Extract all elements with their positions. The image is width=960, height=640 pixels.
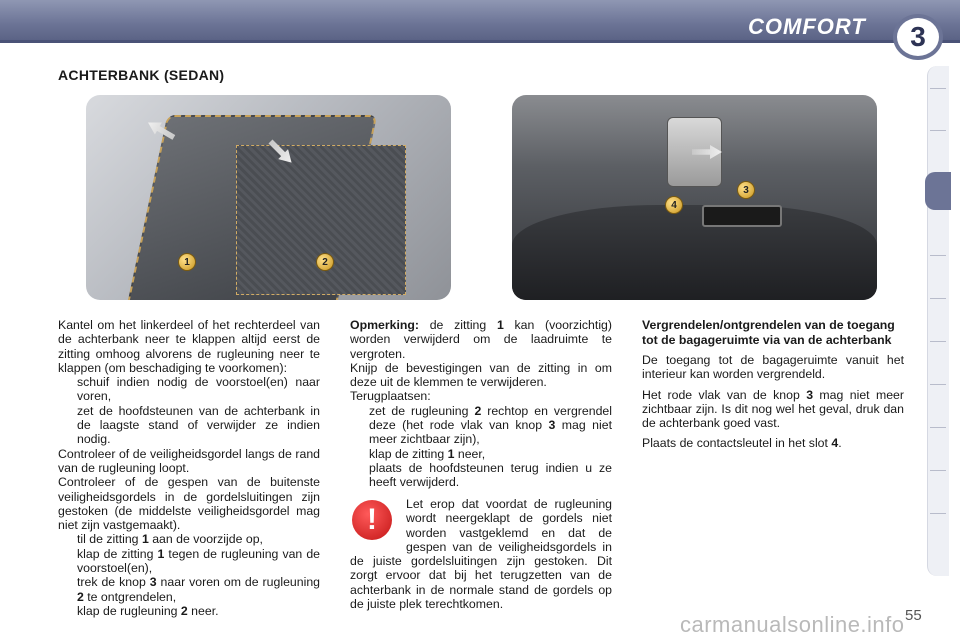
- rear-seat-illustration: [512, 205, 877, 300]
- header-line: [0, 40, 960, 43]
- chapter-index-mark: [930, 130, 946, 131]
- text-column-1: [58, 318, 320, 618]
- list-item-text: zet de rugleuning: [369, 403, 475, 418]
- list-item-text: klap de zitting: [77, 546, 158, 561]
- marker-1: 1: [178, 253, 196, 271]
- list-item: [350, 404, 612, 447]
- item-number: 3: [806, 387, 814, 402]
- chapter-index-mark: [930, 470, 946, 471]
- list-item: [350, 461, 612, 490]
- paragraph-text: Plaats de contactsleutel in het slot: [642, 436, 832, 451]
- list-item: [58, 575, 320, 604]
- paragraph-text: mag niet meer zichtbaar zijn. Is dit nog wel het geval, druk dan de achterbank goed vast.: [642, 387, 904, 431]
- list-item-text: til de zitting: [77, 532, 142, 547]
- list-item-text: neer,: [454, 446, 486, 461]
- item-number: 1: [447, 446, 455, 461]
- chapter-number: 3: [910, 21, 926, 52]
- chapter-index-mark: [930, 384, 946, 385]
- paragraph: De toegang tot de bagageruimte vanuit het interieur kan worden vergrendeld.: [642, 353, 904, 382]
- list-item-text: plaats de hoofdsteunen terug indien u ze heeft verwijderd.: [369, 460, 612, 490]
- paragraph-text: Het rode vlak van de knop: [642, 387, 807, 402]
- item-number: 2: [474, 403, 482, 418]
- list-item: [58, 404, 320, 447]
- watermark: carmanualsonline.info: [680, 612, 905, 637]
- list-item: [58, 375, 320, 404]
- list-item-text: rechtop en vergrendel deze (het rode vlak van knop: [369, 403, 612, 433]
- item-number: 3: [548, 418, 556, 433]
- column-heading: Vergrendelen/ontgrendelen van de toegang tot de bagageruimte via van de achterbank: [642, 318, 895, 347]
- list-item-text: mag niet meer zichtbaar zijn),: [369, 418, 612, 447]
- note-paragraph: [350, 318, 612, 361]
- trunk-lock-photo: [512, 95, 877, 300]
- list-item-text: tegen de rugleuning van de voorstoel(en),: [77, 546, 321, 576]
- section-title: ACHTERBANK (SEDAN): [58, 67, 225, 83]
- chapter-index-strip: [927, 66, 949, 576]
- paragraph: Kantel om het linkerdeel of het rechterdeel van de achterbank neer te klappen altijd eerst de zitting omhoog alvorens de rugleuning neer te klappen (om beschadiging te voorkomen):: [58, 318, 320, 375]
- chapter-index-mark: [930, 513, 946, 514]
- chapter-index-mark: [930, 255, 946, 256]
- item-number: 2: [180, 603, 188, 618]
- chapter-badge: [893, 14, 943, 60]
- paragraph: Controleer of de veiligheidsgordel langs de rand van de rugleuning loopt.: [58, 446, 320, 475]
- chapter-index-mark: [930, 88, 946, 89]
- text-column-2: [350, 318, 612, 490]
- marker-3: 3: [737, 181, 755, 199]
- item-number: 1: [496, 318, 504, 332]
- text-column-3: [642, 318, 904, 451]
- note-text: kan (voorzichtig) worden verwijderd om de laadruimte te vergroten.: [350, 318, 612, 361]
- note-label: Opmerking:: [350, 318, 420, 332]
- list-item-text: trek de knop: [77, 575, 150, 590]
- marker-4: 4: [665, 196, 683, 214]
- rear-seat-fold-photo: [86, 95, 451, 300]
- item-number: 1: [157, 546, 165, 561]
- paragraph: Terugplaatsen:: [350, 389, 431, 404]
- paragraph-text: .: [838, 436, 842, 451]
- chapter-title: COMFORT: [748, 14, 866, 39]
- paragraph: Knijp de bevestigingen van de zitting in om deze uit de klemmen te verwijderen.: [350, 360, 612, 390]
- note-text: de zitting: [419, 318, 497, 332]
- list-item: [58, 547, 320, 576]
- page-header: [0, 0, 960, 52]
- paragraph: [642, 436, 904, 450]
- list-item-text: klap de zitting: [369, 446, 448, 461]
- list-item: [350, 447, 612, 461]
- list-item-text: te ontgrendelen,: [83, 589, 177, 604]
- lock-slot-illustration: [702, 205, 782, 227]
- item-number: 1: [141, 532, 149, 547]
- list-item-text: schuif indien nodig de voorstoel(en) naar voren,: [77, 375, 320, 404]
- warning-icon: !: [352, 500, 392, 540]
- list-item-text: aan de voorzijde op,: [148, 532, 263, 547]
- list-item-text: zet de hoofdsteunen van de achterbank in de laagste stand of verwijder ze indien nodig.: [77, 403, 320, 447]
- warning-text: Let erop dat voordat de rugleuning wordt neergeklapt de gordels niet worden vastgeklemd en dat de gespen van de veiligheidsgordels in de juiste gordelsluitingen zijn gestoken. Dit zorgt ervoor dat bij het terugzetten van de achterbank in de normale stand de gordels op de juiste plek terechtkomen.: [350, 497, 612, 612]
- list-item-text: neer.: [187, 603, 219, 618]
- chapter-index-mark: [930, 298, 946, 299]
- item-number: 2: [77, 589, 84, 604]
- seat-cushion-illustration: [236, 145, 406, 295]
- chapter-index-mark: [930, 427, 946, 428]
- list-item: [58, 532, 320, 546]
- list-item: [58, 604, 320, 618]
- item-number: 4: [831, 436, 839, 451]
- chapter-index-mark: [930, 341, 946, 342]
- chapter-index-active-tab[interactable]: [925, 172, 951, 210]
- item-number: 3: [149, 575, 157, 590]
- paragraph: [642, 388, 904, 431]
- marker-2: 2: [316, 253, 334, 271]
- list-item-text: klap de rugleuning: [77, 603, 181, 618]
- paragraph: Controleer of de gespen van de buitenste veiligheidsgordels in de gordelsluitingen zijn gestoken (de middelste veiligheidsgordel mag niet zijn vastgemaakt).: [58, 475, 320, 533]
- page-number: 55: [905, 607, 922, 624]
- list-item-text: naar voren om de rugleuning: [156, 575, 320, 590]
